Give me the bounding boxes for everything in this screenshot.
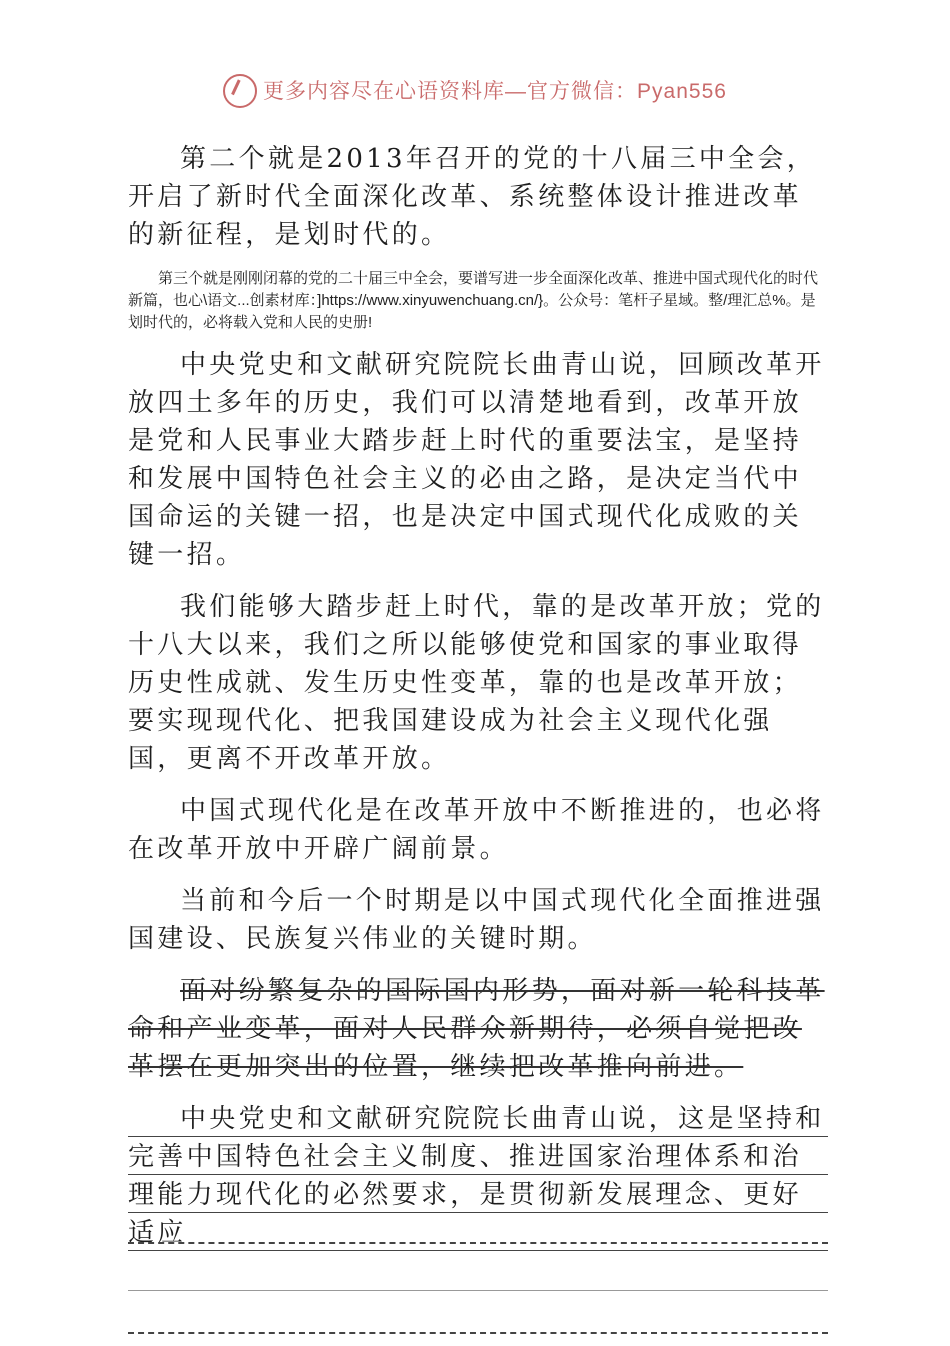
faded-line-2	[128, 1290, 828, 1293]
paragraph-1: 第二个就是2013年召开的党的十八届三中全会，开启了新时代全面深化改革、系统整体设计推进改革的新征程，是划时代的。	[128, 144, 817, 250]
logo-icon	[223, 74, 257, 108]
faded-line-1	[128, 1242, 828, 1246]
paragraph-3: 中央党史和文献研究院院长曲青山说，回顾改革开放四土多年的历史，我们可以清楚地看到，改革开放是党和人民事业大踏步赶上时代的重要法宝，是坚持和发展中国特色社会主义的必由之路，是决定当代中国命运的关键一招，也是决定中国式现代化成败的关键一招。	[128, 350, 825, 570]
paragraph-2-small: 第三个就是刚刚闭幕的党的二十届三中全会，要谱写进一步全面深化改革、推进中国式现代化的时代新篇，也心\语文...创素材库：]https://www.xinyuwenchuang.cn/}。公众号：笔杆子星域。整/理汇总%。是划时代的，必将载入党和人民的史册!	[128, 270, 819, 331]
paragraph-4: 我们能够大踏步赶上时代，靠的是改革开放；党的十八大以来，我们之所以能够使党和国家的事业取得历史性成就、发生历史性变革，靠的也是改革开放；要实现现代化、把我国建设成为社会主义现代化强国，更离不开改革开放。	[128, 592, 825, 774]
paragraph-6: 当前和今后一个时期是以中国式现代化全面推进强国建设、民族复兴伟业的关键时期。	[128, 886, 825, 954]
faded-line-3	[128, 1332, 828, 1336]
header-contact: —官方微信：Pyan556	[505, 80, 727, 103]
paragraph-5: 中国式现代化是在改革开放中不断推进的，也必将在改革开放中开辟广阔前景。	[128, 796, 825, 864]
header-brand: 更多内容尽在心语资料库	[263, 79, 506, 103]
paragraph-7-struck: 面对纷繁复杂的国际国内形势，面对新一轮科技革命和产业变革，面对人民群众新期待，必须自觉把改革摆在更加突出的位置，继续把改革推向前进。	[128, 976, 825, 1082]
paragraph-8-underlined: 中央党史和文献研究院院长曲青山说，这是坚持和完善中国特色社会主义制度、推进国家治理体系和治理能力现代化的必然要求，是贯彻新发展理念、更好适应	[128, 1100, 828, 1252]
document-body	[128, 140, 828, 1266]
header-watermark	[0, 75, 950, 110]
